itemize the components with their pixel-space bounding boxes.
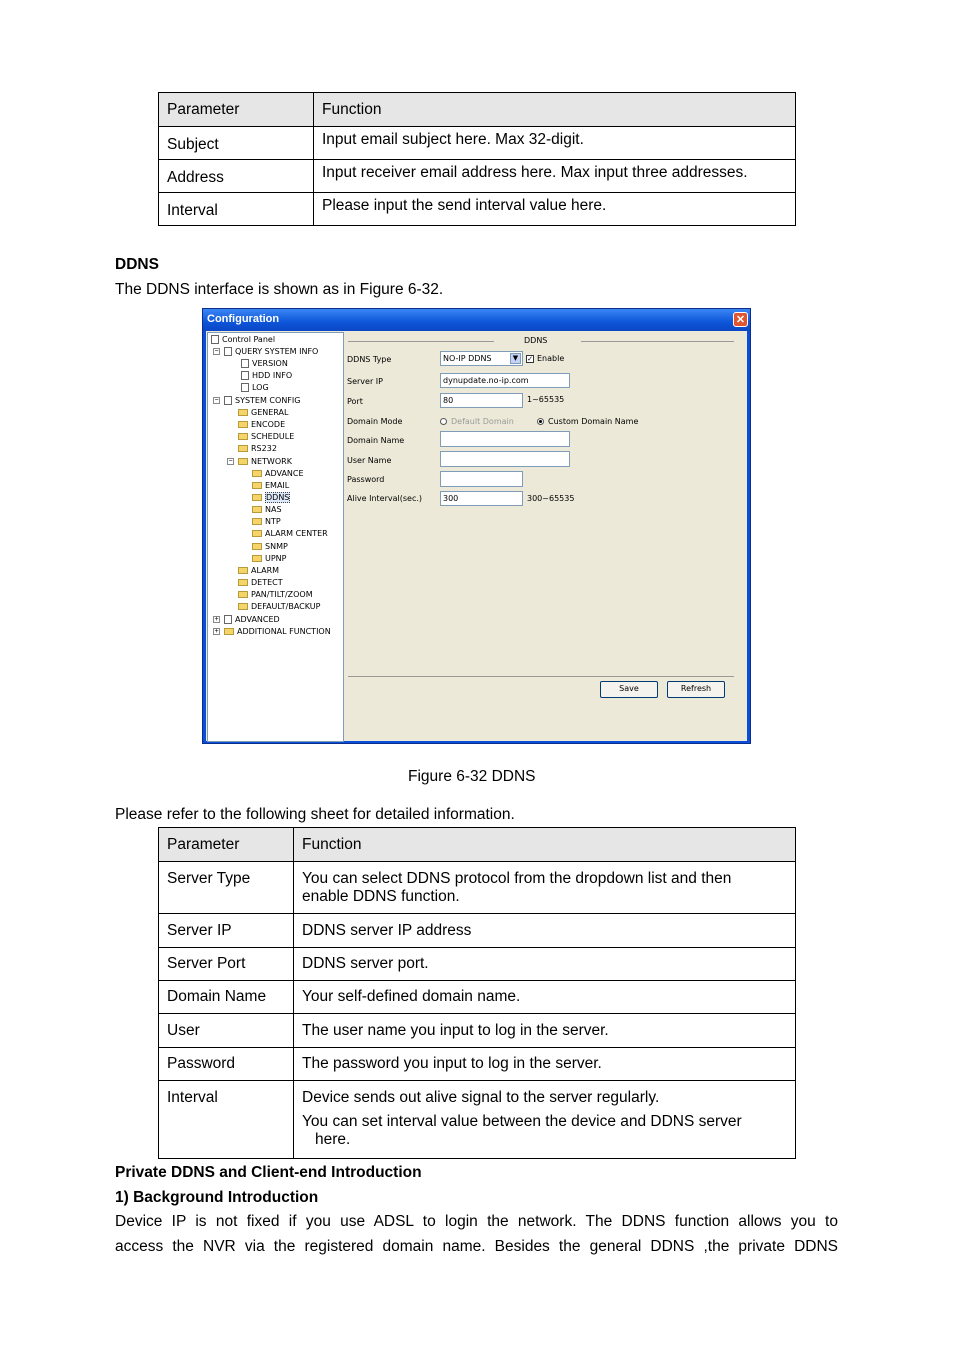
tree-item-schedule[interactable] [238,432,294,442]
tree-item-pan-tilt-zoom[interactable] [238,590,313,600]
table-row [159,1014,796,1048]
collapse-icon[interactable]: − [214,397,219,404]
email-parameter-table [158,92,796,226]
table-cell-function: Please input the send interval value here. [314,193,796,226]
table-cell-parameter: Server IP [159,914,294,948]
table-cell-parameter: User [159,1014,294,1048]
table-header-function: Function [294,828,796,862]
tree-label: EMAIL [265,481,290,490]
tree-label: DDNS [266,493,290,502]
ddns-type-label: DDNS Type [347,355,392,364]
enable-checkbox[interactable] [526,354,564,364]
table-row [159,193,796,226]
tree-item-general[interactable] [238,408,288,418]
port-range-hint: 1~65535 [527,395,565,404]
table-cell-parameter: Server Type [159,862,294,914]
tree-item-version[interactable] [241,359,288,369]
tree-item-rs232[interactable] [238,444,277,454]
tree-item-snmp[interactable] [252,542,288,552]
folder-open-icon [252,494,262,501]
panel-divider-left [348,341,494,342]
server-ip-label: Server IP [347,377,383,386]
folder-icon [238,409,248,416]
radio-selected-icon [537,418,544,425]
document-icon [241,383,249,392]
folder-icon [252,470,262,477]
folder-icon [252,530,262,537]
chevron-down-icon[interactable]: ▼ [510,353,521,364]
table-cell-function: DDNS server IP address [294,914,796,948]
table-row [159,160,796,193]
tree-item-encode[interactable] [238,420,285,430]
cell-line: You can select DDNS protocol from the dropdown list and then [302,870,732,887]
tree-label: RS232 [251,444,277,453]
computer-icon [211,335,219,344]
panel-divider-right [581,341,734,342]
tree-label: ADVANCED [235,615,280,624]
tree-label: HDD INFO [252,371,293,380]
table-header-parameter: Parameter [159,93,314,127]
refresh-button[interactable]: Refresh [667,681,725,698]
table-row [159,127,796,160]
tree-label: ALARM [251,566,280,575]
folder-icon [238,433,248,440]
table-row [159,914,796,948]
config-tree [207,332,344,742]
tree-item-query-system-info[interactable] [224,347,318,357]
table-cell-parameter: Interval [159,1081,294,1159]
table-cell-function: The password you input to log in the server. [294,1048,796,1081]
tree-label: SNMP [265,542,288,551]
tree-item-upnp[interactable] [252,554,287,564]
expand-icon[interactable]: + [214,616,219,623]
background-heading: 1) Background Introduction [115,1189,319,1206]
table-cell-function [294,862,796,914]
tree-label: UPNP [265,554,287,563]
document-icon [224,347,232,356]
alive-range-hint: 300~65535 [527,494,575,503]
domain-mode-label: Domain Mode [347,417,403,426]
section-heading: DDNS [115,256,159,273]
tree-item-alarm[interactable] [238,566,279,576]
tree-label: NTP [265,517,281,526]
configuration-window [202,308,751,744]
tree-item-advance[interactable] [252,469,304,479]
port-input[interactable]: 80 [440,393,523,408]
intro-text: The DDNS interface is shown as in Figure 6-32. [115,281,444,298]
tree-label: PAN/TILT/ZOOM [251,590,313,599]
radio-icon [440,418,447,425]
tree-item-detect[interactable] [238,578,283,588]
tree-label: ENCODE [251,420,286,429]
window-client-area [206,331,747,741]
save-button[interactable]: Save [600,681,658,698]
tree-label: SCHEDULE [251,432,295,441]
table-cell-function: DDNS server port. [294,948,796,981]
folder-icon [252,518,262,525]
tree-item-control-panel[interactable] [211,335,275,345]
tree-label: DETECT [251,578,283,587]
table-row [159,862,796,914]
table-cell-parameter: Address [159,160,314,193]
enable-label: Enable [537,354,565,363]
refer-text: Please refer to the following sheet for detailed information. [115,806,515,823]
table-cell-parameter: Server Port [159,948,294,981]
tree-item-additional-function[interactable] [224,627,331,637]
ddns-parameter-table [158,827,796,1159]
folder-icon [224,628,234,635]
tree-item-log[interactable] [241,383,269,393]
window-title: Configuration [207,313,280,325]
checkmark-icon: ✓ [527,354,533,363]
paragraph-line: access the NVR via the registered domain name. Besides the general DDNS ,the private DDNS [115,1238,838,1255]
tree-label: QUERY SYSTEM INFO [235,347,319,356]
settings-icon [224,396,232,405]
tree-item-advanced[interactable] [224,615,280,625]
cell-line: You can set interval value between the device and DDNS server [302,1113,742,1130]
port-label: Port [347,397,363,406]
folder-icon [238,591,248,598]
paragraph-line: Device IP is not fixed if you use ADSL to login the network. The DDNS function allows you to [115,1213,838,1230]
close-icon[interactable]: ✕ [733,312,748,327]
folder-icon [252,506,262,513]
tree-label: DEFAULT/BACKUP [251,602,321,611]
alive-interval-input[interactable]: 300 [440,491,523,506]
domain-name-label: Domain Name [347,436,405,445]
server-ip-input[interactable]: dynupdate.no-ip.com [440,373,570,388]
window-titlebar [203,309,750,331]
cell-line: Device sends out alive signal to the server regularly. [302,1089,660,1106]
ddns-type-value: NO-IP DDNS [443,354,492,363]
folder-icon [252,543,262,550]
folder-icon [238,579,248,586]
table-cell-function: Input receiver email address here. Max input three addresses. [314,160,796,193]
tree-label: SYSTEM CONFIG [235,396,301,405]
table-row [159,1081,796,1159]
folder-icon [238,458,248,465]
cell-line: here. [315,1131,351,1148]
tree-item-hdd-info[interactable] [241,371,292,381]
tree-label: GENERAL [251,408,289,417]
tree-item-alarm-center[interactable] [252,529,328,539]
document-icon [241,359,249,368]
collapse-icon[interactable]: − [214,348,219,355]
table-cell-parameter: Subject [159,127,314,160]
tree-label: ALARM CENTER [265,529,328,538]
folder-icon [238,567,248,574]
tree-item-default-backup[interactable] [238,602,320,612]
private-ddns-heading: Private DDNS and Client-end Introduction [115,1164,422,1181]
tools-icon [224,615,232,624]
alive-interval-label: Alive Interval(sec.) [347,494,423,503]
ddns-type-select[interactable] [440,351,523,366]
table-cell-function: Your self-defined domain name. [294,981,796,1014]
tree-label: ADDITIONAL FUNCTION [237,627,331,636]
collapse-icon[interactable]: − [228,458,233,465]
custom-domain-label: Custom Domain Name [548,417,639,426]
default-domain-radio[interactable] [440,417,514,427]
bottom-divider [348,676,734,677]
document-icon [241,371,249,380]
tree-label: Control Panel [222,335,276,344]
folder-icon [238,603,248,610]
tree-item-ddns[interactable] [252,493,290,503]
domain-name-input[interactable] [440,431,570,447]
user-name-input[interactable] [440,451,570,467]
panel-title: DDNS [524,336,548,345]
table-cell-parameter: Domain Name [159,981,294,1014]
table-cell-parameter: Interval [159,193,314,226]
tree-item-nas[interactable] [252,505,282,515]
folder-icon [252,555,262,562]
tree-label: VERSION [252,359,288,368]
folder-icon [238,421,248,428]
table-row [159,1048,796,1081]
figure-caption: Figure 6-32 DDNS [408,768,536,785]
password-label: Password [347,475,385,484]
cell-line: enable DDNS function. [302,888,460,905]
table-cell-parameter: Password [159,1048,294,1081]
table-header-parameter: Parameter [159,828,294,862]
tree-item-email[interactable] [252,481,289,491]
table-cell-function: Input email subject here. Max 32-digit. [314,127,796,160]
tree-item-network[interactable] [238,457,292,467]
folder-icon [252,482,262,489]
tree-label: NETWORK [251,457,292,466]
tree-label: LOG [252,383,269,392]
folder-icon [238,445,248,452]
password-input[interactable] [440,471,523,487]
table-row [159,981,796,1014]
table-cell-function [294,1081,796,1159]
table-cell-function: The user name you input to log in the server. [294,1014,796,1048]
tree-label: NAS [265,505,282,514]
default-domain-label: Default Domain [451,417,514,426]
tree-item-ntp[interactable] [252,517,281,527]
custom-domain-radio[interactable] [537,417,638,427]
table-row [159,948,796,981]
tree-label: ADVANCE [265,469,304,478]
table-header-function: Function [314,93,796,127]
tree-item-system-config[interactable] [224,396,300,406]
expand-icon[interactable]: + [214,628,219,635]
user-name-label: User Name [347,456,392,465]
